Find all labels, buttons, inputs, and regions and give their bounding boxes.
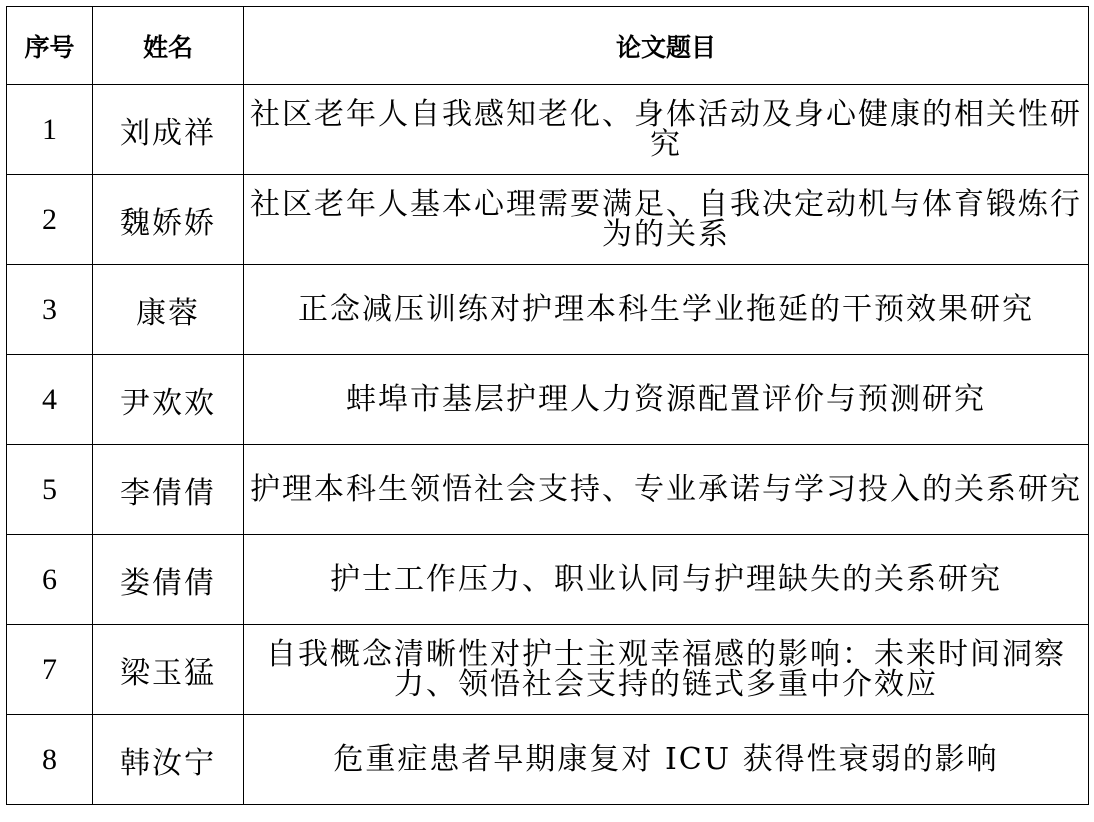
header-title: 论文题目: [244, 7, 1089, 85]
row-number: 8: [7, 715, 93, 805]
table-row: [7, 625, 1089, 715]
table-row: [7, 535, 1089, 625]
table-row: [7, 715, 1089, 805]
row-name: 韩汝宁: [93, 715, 244, 805]
header-number: 序号: [7, 7, 93, 85]
row-title: 护理本科生领悟社会支持、专业承诺与学习投入的关系研究: [244, 445, 1089, 535]
row-name: 康蓉: [93, 265, 244, 355]
row-title: 正念减压训练对护理本科生学业拖延的干预效果研究: [244, 265, 1089, 355]
thesis-table: [6, 6, 1089, 805]
row-title: 蚌埠市基层护理人力资源配置评价与预测研究: [244, 355, 1089, 445]
row-number: 4: [7, 355, 93, 445]
row-number: 6: [7, 535, 93, 625]
row-title: 危重症患者早期康复对 ICU 获得性衰弱的影响: [244, 715, 1089, 805]
row-name: 刘成祥: [93, 85, 244, 175]
table-row: [7, 265, 1089, 355]
row-title: 社区老年人自我感知老化、身体活动及身心健康的相关性研究: [244, 85, 1089, 175]
row-number: 2: [7, 175, 93, 265]
row-name: 娄倩倩: [93, 535, 244, 625]
row-name: 魏娇娇: [93, 175, 244, 265]
row-title: 护士工作压力、职业认同与护理缺失的关系研究: [244, 535, 1089, 625]
row-title: 自我概念清晰性对护士主观幸福感的影响：未来时间洞察力、领悟社会支持的链式多重中介效应: [244, 625, 1089, 715]
row-name: 李倩倩: [93, 445, 244, 535]
row-name: 尹欢欢: [93, 355, 244, 445]
row-title: 社区老年人基本心理需要满足、自我决定动机与体育锻炼行为的关系: [244, 175, 1089, 265]
table-row: [7, 175, 1089, 265]
row-number: 3: [7, 265, 93, 355]
header-name: 姓名: [93, 7, 244, 85]
row-number: 5: [7, 445, 93, 535]
table-row: [7, 85, 1089, 175]
table-row: [7, 445, 1089, 535]
row-name: 梁玉猛: [93, 625, 244, 715]
row-number: 7: [7, 625, 93, 715]
table-row: [7, 355, 1089, 445]
row-number: 1: [7, 85, 93, 175]
header-row: [7, 7, 1089, 85]
